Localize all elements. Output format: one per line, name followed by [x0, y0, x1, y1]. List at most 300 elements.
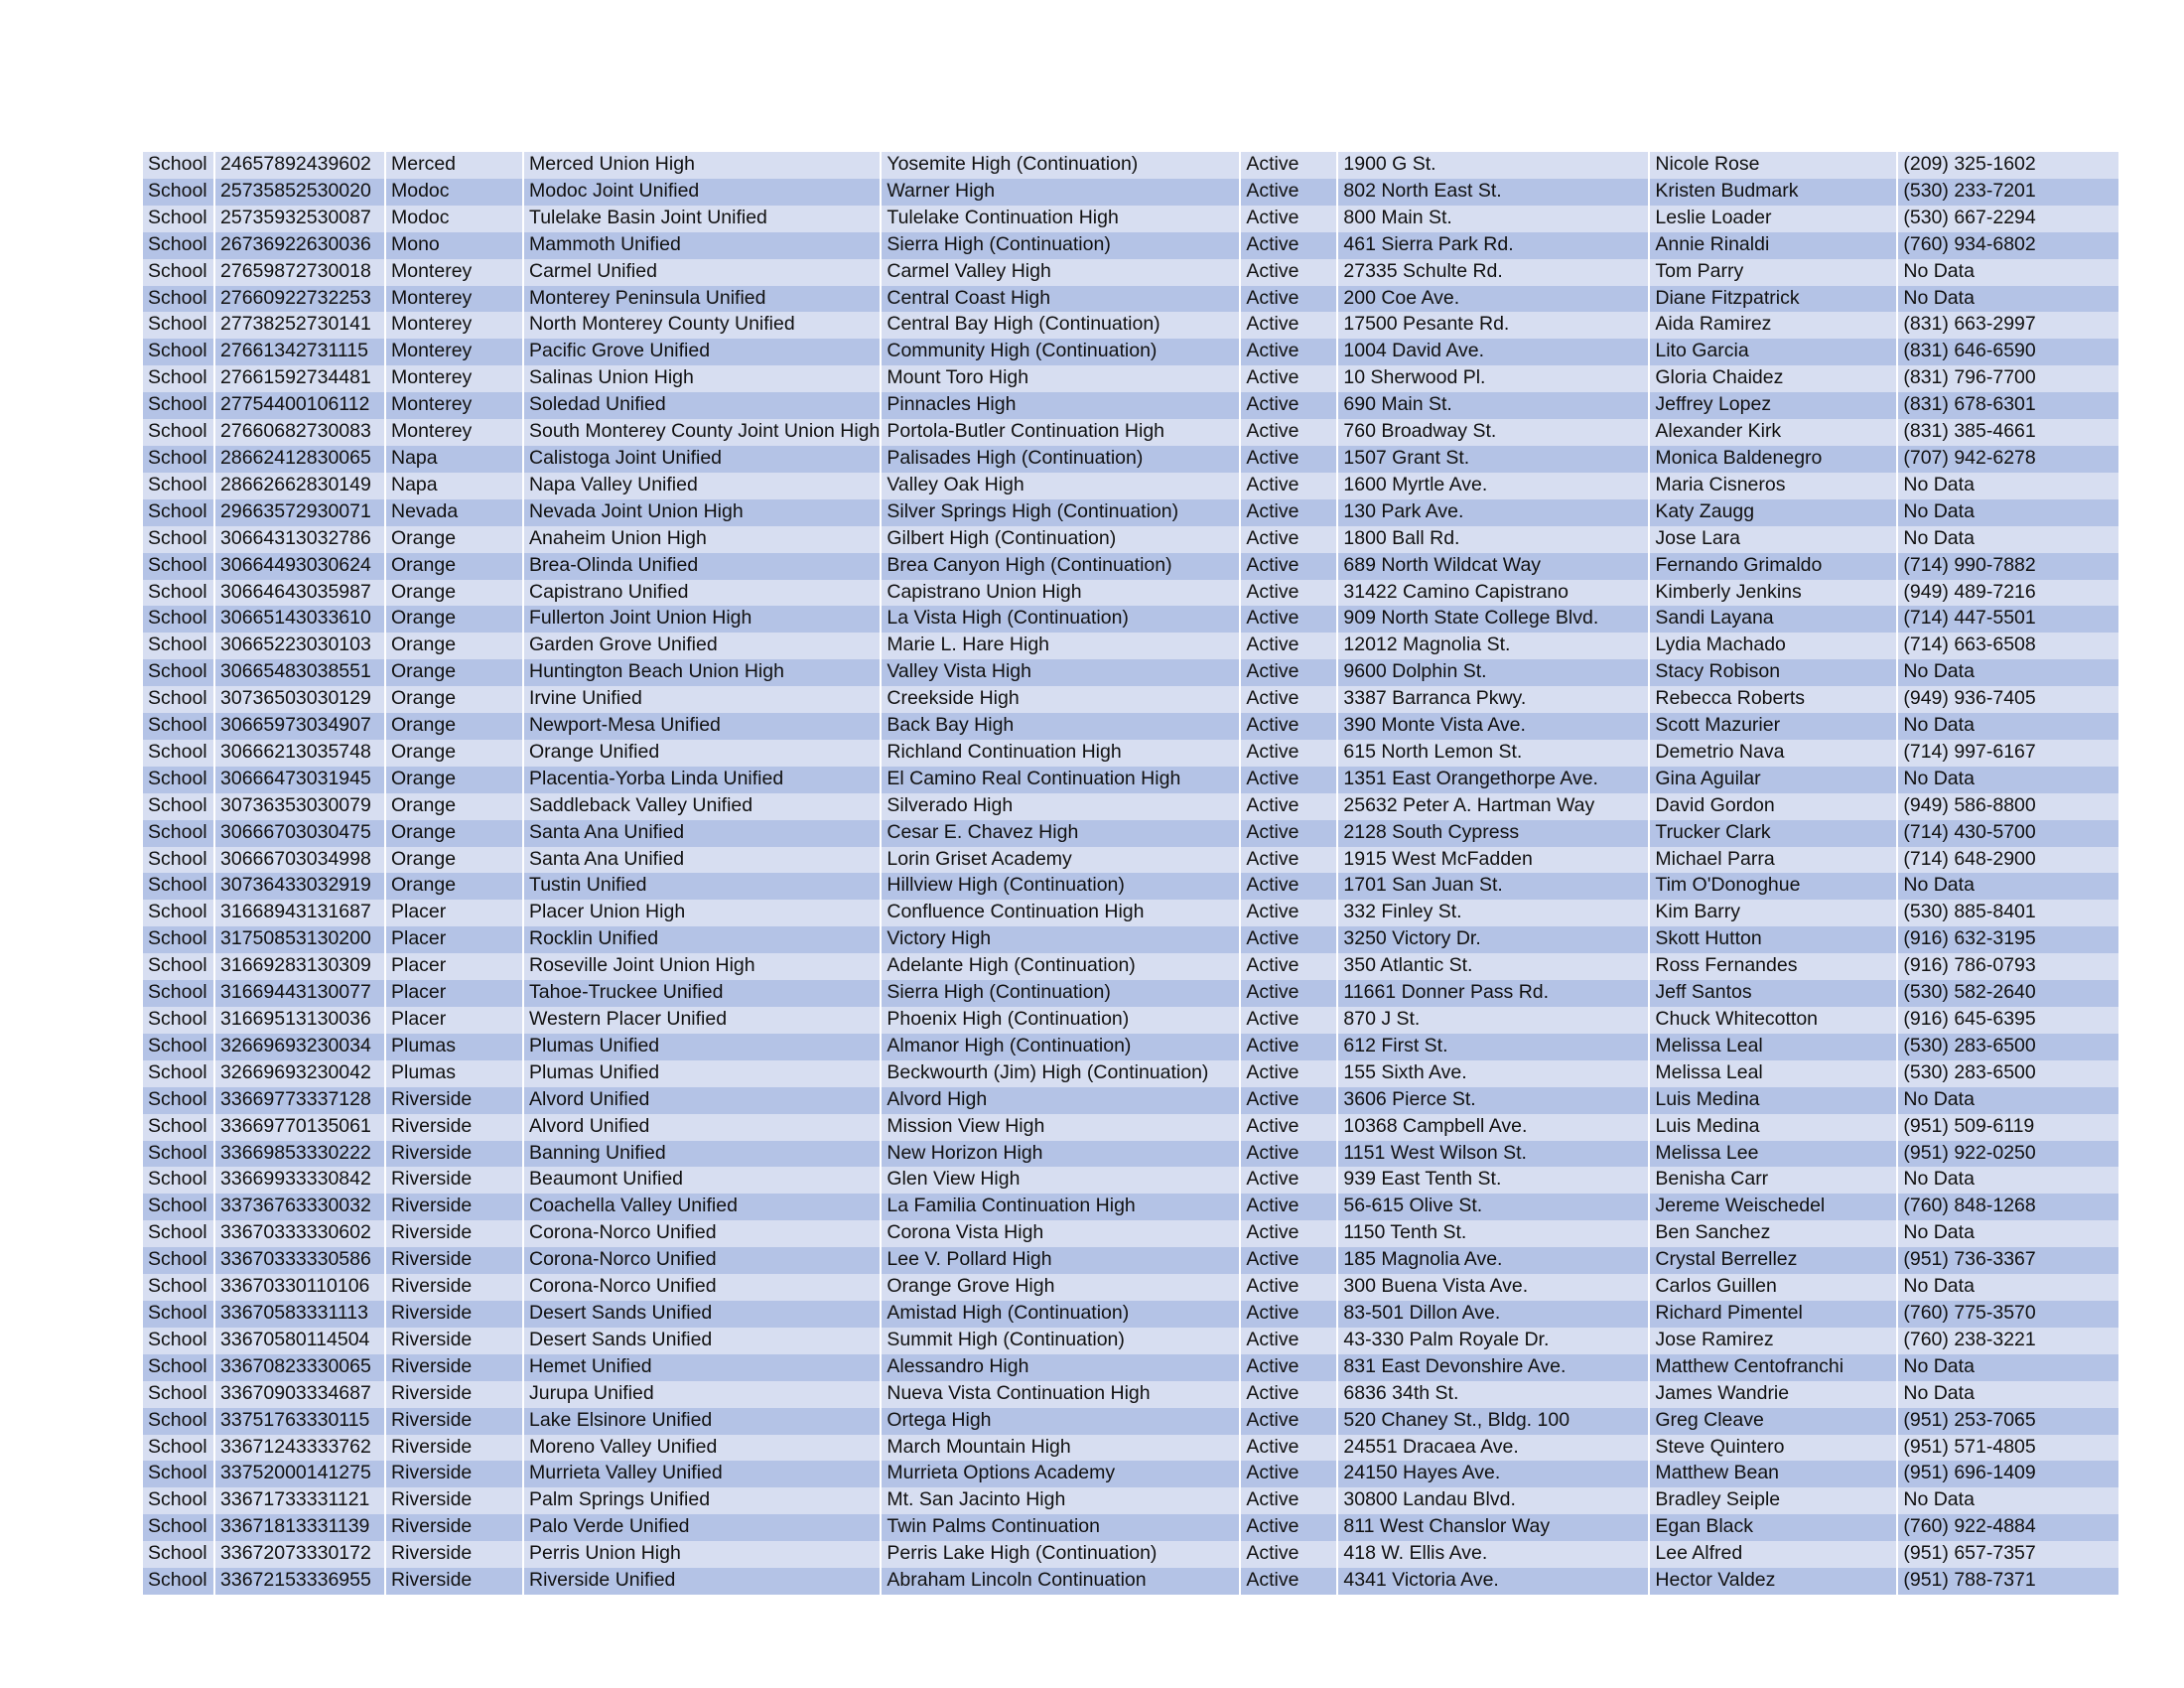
table-row	[143, 820, 2118, 847]
table-row	[143, 1381, 2118, 1408]
table-row	[143, 206, 2118, 232]
record-type-cell: School	[143, 873, 213, 900]
phone-cell: No Data	[1898, 713, 2118, 740]
district-cell: Lake Elsinore Unified	[524, 1408, 880, 1435]
table-row	[143, 980, 2118, 1007]
county-cell: Riverside	[386, 1114, 522, 1141]
table-row	[143, 1167, 2118, 1194]
street-address-cell: 811 West Chanslor Way	[1338, 1514, 1648, 1541]
status-cell: Active	[1241, 499, 1336, 526]
county-cell: Placer	[386, 953, 522, 980]
street-address-cell: 1915 West McFadden	[1338, 847, 1648, 874]
county-cell: Orange	[386, 633, 522, 659]
school-name-cell: Almanor High (Continuation)	[882, 1034, 1239, 1060]
table-row	[143, 526, 2118, 553]
county-cell: Riverside	[386, 1354, 522, 1381]
phone-cell: No Data	[1898, 1354, 2118, 1381]
table-row	[143, 633, 2118, 659]
table-row	[143, 446, 2118, 473]
phone-cell: (714) 663-6508	[1898, 633, 2118, 659]
county-cell: Monterey	[386, 419, 522, 446]
school-name-cell: Gilbert High (Continuation)	[882, 526, 1239, 553]
street-address-cell: 200 Coe Ave.	[1338, 286, 1648, 313]
phone-cell: (530) 667-2294	[1898, 206, 2118, 232]
street-address-cell: 185 Magnolia Ave.	[1338, 1247, 1648, 1274]
contact-name-cell: Chuck Whitecotton	[1650, 1007, 1896, 1034]
cds-code-cell: 33670330110106	[215, 1274, 384, 1301]
cds-code-cell: 30666703034998	[215, 847, 384, 874]
table-row	[143, 767, 2118, 793]
cds-code-cell: 30664493030624	[215, 553, 384, 580]
school-name-cell: Pinnacles High	[882, 392, 1239, 419]
contact-name-cell: Monica Baldenegro	[1650, 446, 1896, 473]
contact-name-cell: Jose Lara	[1650, 526, 1896, 553]
cds-code-cell: 30665973034907	[215, 713, 384, 740]
record-type-cell: School	[143, 553, 213, 580]
street-address-cell: 155 Sixth Ave.	[1338, 1060, 1648, 1087]
phone-cell: (951) 788-7371	[1898, 1568, 2118, 1595]
status-cell: Active	[1241, 179, 1336, 206]
contact-name-cell: Ben Sanchez	[1650, 1220, 1896, 1247]
county-cell: Orange	[386, 606, 522, 633]
street-address-cell: 939 East Tenth St.	[1338, 1167, 1648, 1194]
phone-cell: No Data	[1898, 767, 2118, 793]
record-type-cell: School	[143, 900, 213, 926]
status-cell: Active	[1241, 900, 1336, 926]
county-cell: Riverside	[386, 1301, 522, 1328]
cds-code-cell: 33669773337128	[215, 1087, 384, 1114]
district-cell: Moreno Valley Unified	[524, 1435, 880, 1462]
phone-cell: (530) 885-8401	[1898, 900, 2118, 926]
status-cell: Active	[1241, 980, 1336, 1007]
contact-name-cell: Kim Barry	[1650, 900, 1896, 926]
contact-name-cell: Matthew Bean	[1650, 1461, 1896, 1487]
district-cell: Nevada Joint Union High	[524, 499, 880, 526]
contact-name-cell: Aida Ramirez	[1650, 312, 1896, 339]
cds-code-cell: 33669853330222	[215, 1141, 384, 1168]
contact-name-cell: Lee Alfred	[1650, 1541, 1896, 1568]
district-cell: Alvord Unified	[524, 1087, 880, 1114]
cds-code-cell: 33672153336955	[215, 1568, 384, 1595]
table-row	[143, 1354, 2118, 1381]
district-cell: Western Placer Unified	[524, 1007, 880, 1034]
status-cell: Active	[1241, 953, 1336, 980]
school-name-cell: Ortega High	[882, 1408, 1239, 1435]
district-cell: Riverside Unified	[524, 1568, 880, 1595]
school-name-cell: Corona Vista High	[882, 1220, 1239, 1247]
contact-name-cell: Trucker Clark	[1650, 820, 1896, 847]
cds-code-cell: 33670903334687	[215, 1381, 384, 1408]
county-cell: Modoc	[386, 206, 522, 232]
county-cell: Riverside	[386, 1541, 522, 1568]
status-cell: Active	[1241, 686, 1336, 713]
county-cell: Orange	[386, 820, 522, 847]
school-name-cell: Perris Lake High (Continuation)	[882, 1541, 1239, 1568]
table-row	[143, 1141, 2118, 1168]
county-cell: Merced	[386, 152, 522, 179]
contact-name-cell: Demetrio Nava	[1650, 740, 1896, 767]
table-row	[143, 1301, 2118, 1328]
street-address-cell: 130 Park Ave.	[1338, 499, 1648, 526]
status-cell: Active	[1241, 659, 1336, 686]
street-address-cell: 800 Main St.	[1338, 206, 1648, 232]
record-type-cell: School	[143, 1487, 213, 1514]
school-name-cell: Amistad High (Continuation)	[882, 1301, 1239, 1328]
phone-cell: (209) 325-1602	[1898, 152, 2118, 179]
school-name-cell: Palisades High (Continuation)	[882, 446, 1239, 473]
contact-name-cell: Michael Parra	[1650, 847, 1896, 874]
phone-cell: (530) 283-6500	[1898, 1060, 2118, 1087]
street-address-cell: 10368 Campbell Ave.	[1338, 1114, 1648, 1141]
cds-code-cell: 27661342731115	[215, 339, 384, 365]
status-cell: Active	[1241, 1167, 1336, 1194]
contact-name-cell: Tim O'Donoghue	[1650, 873, 1896, 900]
school-name-cell: Mission View High	[882, 1114, 1239, 1141]
street-address-cell: 332 Finley St.	[1338, 900, 1648, 926]
district-cell: Roseville Joint Union High	[524, 953, 880, 980]
phone-cell: No Data	[1898, 1381, 2118, 1408]
district-cell: Rocklin Unified	[524, 926, 880, 953]
record-type-cell: School	[143, 392, 213, 419]
record-type-cell: School	[143, 1141, 213, 1168]
cds-code-cell: 27754400106112	[215, 392, 384, 419]
table-row	[143, 499, 2118, 526]
phone-cell: (760) 775-3570	[1898, 1301, 2118, 1328]
district-cell: Desert Sands Unified	[524, 1301, 880, 1328]
county-cell: Modoc	[386, 179, 522, 206]
table-row	[143, 232, 2118, 259]
status-cell: Active	[1241, 1514, 1336, 1541]
county-cell: Orange	[386, 686, 522, 713]
county-cell: Monterey	[386, 392, 522, 419]
status-cell: Active	[1241, 1541, 1336, 1568]
table-row	[143, 1514, 2118, 1541]
school-name-cell: Warner High	[882, 179, 1239, 206]
contact-name-cell: Jereme Weischedel	[1650, 1194, 1896, 1220]
status-cell: Active	[1241, 1034, 1336, 1060]
district-cell: North Monterey County Unified	[524, 312, 880, 339]
street-address-cell: 4341 Victoria Ave.	[1338, 1568, 1648, 1595]
school-name-cell: Back Bay High	[882, 713, 1239, 740]
district-cell: Saddleback Valley Unified	[524, 793, 880, 820]
county-cell: Riverside	[386, 1247, 522, 1274]
county-cell: Riverside	[386, 1141, 522, 1168]
street-address-cell: 83-501 Dillon Ave.	[1338, 1301, 1648, 1328]
street-address-cell: 10 Sherwood Pl.	[1338, 365, 1648, 392]
table-row	[143, 1408, 2118, 1435]
phone-cell: (530) 283-6500	[1898, 1034, 2118, 1060]
district-cell: Banning Unified	[524, 1141, 880, 1168]
school-name-cell: Capistrano Union High	[882, 580, 1239, 607]
school-name-cell: Alvord High	[882, 1087, 1239, 1114]
status-cell: Active	[1241, 1274, 1336, 1301]
district-cell: Plumas Unified	[524, 1060, 880, 1087]
contact-name-cell: Egan Black	[1650, 1514, 1896, 1541]
record-type-cell: School	[143, 312, 213, 339]
record-type-cell: School	[143, 1514, 213, 1541]
status-cell: Active	[1241, 580, 1336, 607]
district-cell: Newport-Mesa Unified	[524, 713, 880, 740]
district-cell: Placentia-Yorba Linda Unified	[524, 767, 880, 793]
contact-name-cell: Ross Fernandes	[1650, 953, 1896, 980]
table-row	[143, 1007, 2118, 1034]
district-cell: Desert Sands Unified	[524, 1328, 880, 1354]
table-row	[143, 686, 2118, 713]
district-cell: Tahoe-Truckee Unified	[524, 980, 880, 1007]
status-cell: Active	[1241, 526, 1336, 553]
contact-name-cell: Leslie Loader	[1650, 206, 1896, 232]
school-name-cell: Marie L. Hare High	[882, 633, 1239, 659]
school-name-cell: Alessandro High	[882, 1354, 1239, 1381]
status-cell: Active	[1241, 713, 1336, 740]
table-row	[143, 1247, 2118, 1274]
status-cell: Active	[1241, 793, 1336, 820]
cds-code-cell: 30736433032919	[215, 873, 384, 900]
street-address-cell: 43-330 Palm Royale Dr.	[1338, 1328, 1648, 1354]
record-type-cell: School	[143, 1220, 213, 1247]
record-type-cell: School	[143, 606, 213, 633]
status-cell: Active	[1241, 286, 1336, 313]
table-row	[143, 473, 2118, 499]
table-row	[143, 606, 2118, 633]
status-cell: Active	[1241, 1328, 1336, 1354]
cds-code-cell: 30736353030079	[215, 793, 384, 820]
status-cell: Active	[1241, 606, 1336, 633]
status-cell: Active	[1241, 1141, 1336, 1168]
status-cell: Active	[1241, 1007, 1336, 1034]
table-row	[143, 1435, 2118, 1462]
county-cell: Placer	[386, 980, 522, 1007]
school-name-cell: Cesar E. Chavez High	[882, 820, 1239, 847]
phone-cell: (951) 657-7357	[1898, 1541, 2118, 1568]
table-row	[143, 1487, 2118, 1514]
county-cell: Riverside	[386, 1087, 522, 1114]
district-cell: Beaumont Unified	[524, 1167, 880, 1194]
street-address-cell: 350 Atlantic St.	[1338, 953, 1648, 980]
county-cell: Orange	[386, 793, 522, 820]
status-cell: Active	[1241, 1194, 1336, 1220]
record-type-cell: School	[143, 1274, 213, 1301]
school-name-cell: Twin Palms Continuation	[882, 1514, 1239, 1541]
street-address-cell: 300 Buena Vista Ave.	[1338, 1274, 1648, 1301]
cds-code-cell: 32669693230042	[215, 1060, 384, 1087]
district-cell: Palo Verde Unified	[524, 1514, 880, 1541]
table-row	[143, 953, 2118, 980]
contact-name-cell: Sandi Layana	[1650, 606, 1896, 633]
street-address-cell: 1150 Tenth St.	[1338, 1220, 1648, 1247]
street-address-cell: 1701 San Juan St.	[1338, 873, 1648, 900]
school-name-cell: Community High (Continuation)	[882, 339, 1239, 365]
district-cell: Corona-Norco Unified	[524, 1274, 880, 1301]
phone-cell: (951) 571-4805	[1898, 1435, 2118, 1462]
street-address-cell: 520 Chaney St., Bldg. 100	[1338, 1408, 1648, 1435]
cds-code-cell: 30736503030129	[215, 686, 384, 713]
county-cell: Orange	[386, 740, 522, 767]
cds-code-cell: 30664643035987	[215, 580, 384, 607]
school-name-cell: March Mountain High	[882, 1435, 1239, 1462]
street-address-cell: 31422 Camino Capistrano	[1338, 580, 1648, 607]
school-name-cell: Carmel Valley High	[882, 259, 1239, 286]
status-cell: Active	[1241, 820, 1336, 847]
county-cell: Placer	[386, 926, 522, 953]
cds-code-cell: 33672073330172	[215, 1541, 384, 1568]
district-cell: Carmel Unified	[524, 259, 880, 286]
cds-code-cell: 33670583331113	[215, 1301, 384, 1328]
record-type-cell: School	[143, 793, 213, 820]
contact-name-cell: Gina Aguilar	[1650, 767, 1896, 793]
street-address-cell: 690 Main St.	[1338, 392, 1648, 419]
phone-cell: (714) 430-5700	[1898, 820, 2118, 847]
county-cell: Mono	[386, 232, 522, 259]
district-cell: Anaheim Union High	[524, 526, 880, 553]
district-cell: Irvine Unified	[524, 686, 880, 713]
school-name-cell: Nueva Vista Continuation High	[882, 1381, 1239, 1408]
county-cell: Monterey	[386, 259, 522, 286]
contact-name-cell: David Gordon	[1650, 793, 1896, 820]
status-cell: Active	[1241, 553, 1336, 580]
street-address-cell: 1351 East Orangethorpe Ave.	[1338, 767, 1648, 793]
contact-name-cell: Gloria Chaidez	[1650, 365, 1896, 392]
record-type-cell: School	[143, 179, 213, 206]
record-type-cell: School	[143, 1060, 213, 1087]
school-name-cell: Mt. San Jacinto High	[882, 1487, 1239, 1514]
district-cell: South Monterey County Joint Union High	[524, 419, 880, 446]
record-type-cell: School	[143, 1541, 213, 1568]
phone-cell: No Data	[1898, 1087, 2118, 1114]
street-address-cell: 24150 Hayes Ave.	[1338, 1461, 1648, 1487]
county-cell: Napa	[386, 473, 522, 499]
district-cell: Brea-Olinda Unified	[524, 553, 880, 580]
table-row	[143, 392, 2118, 419]
phone-cell: (916) 632-3195	[1898, 926, 2118, 953]
street-address-cell: 3387 Barranca Pkwy.	[1338, 686, 1648, 713]
street-address-cell: 1800 Ball Rd.	[1338, 526, 1648, 553]
district-cell: Placer Union High	[524, 900, 880, 926]
status-cell: Active	[1241, 152, 1336, 179]
school-name-cell: Confluence Continuation High	[882, 900, 1239, 926]
district-cell: Salinas Union High	[524, 365, 880, 392]
county-cell: Orange	[386, 713, 522, 740]
record-type-cell: School	[143, 1328, 213, 1354]
cds-code-cell: 31669513130036	[215, 1007, 384, 1034]
county-cell: Monterey	[386, 312, 522, 339]
school-name-cell: Orange Grove High	[882, 1274, 1239, 1301]
status-cell: Active	[1241, 1060, 1336, 1087]
phone-cell: (916) 786-0793	[1898, 953, 2118, 980]
record-type-cell: School	[143, 820, 213, 847]
school-name-cell: Creekside High	[882, 686, 1239, 713]
district-cell: Soledad Unified	[524, 392, 880, 419]
status-cell: Active	[1241, 312, 1336, 339]
phone-cell: (831) 646-6590	[1898, 339, 2118, 365]
table-row	[143, 1568, 2118, 1595]
county-cell: Monterey	[386, 286, 522, 313]
street-address-cell: 1600 Myrtle Ave.	[1338, 473, 1648, 499]
school-name-cell: Central Coast High	[882, 286, 1239, 313]
school-name-cell: Adelante High (Continuation)	[882, 953, 1239, 980]
phone-cell: No Data	[1898, 1487, 2118, 1514]
record-type-cell: School	[143, 926, 213, 953]
county-cell: Riverside	[386, 1220, 522, 1247]
contact-name-cell: Matthew Centofranchi	[1650, 1354, 1896, 1381]
record-type-cell: School	[143, 686, 213, 713]
record-type-cell: School	[143, 633, 213, 659]
district-cell: Murrieta Valley Unified	[524, 1461, 880, 1487]
county-cell: Plumas	[386, 1060, 522, 1087]
table-row	[143, 580, 2118, 607]
county-cell: Riverside	[386, 1514, 522, 1541]
status-cell: Active	[1241, 392, 1336, 419]
record-type-cell: School	[143, 1301, 213, 1328]
record-type-cell: School	[143, 259, 213, 286]
record-type-cell: School	[143, 1461, 213, 1487]
phone-cell: (714) 648-2900	[1898, 847, 2118, 874]
cds-code-cell: 33736763330032	[215, 1194, 384, 1220]
table-row	[143, 286, 2118, 313]
district-cell: Pacific Grove Unified	[524, 339, 880, 365]
county-cell: Orange	[386, 767, 522, 793]
status-cell: Active	[1241, 1487, 1336, 1514]
table-row	[143, 179, 2118, 206]
school-name-cell: El Camino Real Continuation High	[882, 767, 1239, 793]
phone-cell: (760) 922-4884	[1898, 1514, 2118, 1541]
record-type-cell: School	[143, 286, 213, 313]
phone-cell: No Data	[1898, 659, 2118, 686]
school-data-table	[141, 152, 2120, 1595]
table-row	[143, 1274, 2118, 1301]
phone-cell: (714) 990-7882	[1898, 553, 2118, 580]
table-row	[143, 659, 2118, 686]
phone-cell: (760) 934-6802	[1898, 232, 2118, 259]
status-cell: Active	[1241, 206, 1336, 232]
table-row	[143, 1220, 2118, 1247]
phone-cell: (951) 736-3367	[1898, 1247, 2118, 1274]
street-address-cell: 612 First St.	[1338, 1034, 1648, 1060]
status-cell: Active	[1241, 365, 1336, 392]
county-cell: Placer	[386, 1007, 522, 1034]
district-cell: Jurupa Unified	[524, 1381, 880, 1408]
table-row	[143, 1194, 2118, 1220]
cds-code-cell: 30665223030103	[215, 633, 384, 659]
cds-code-cell: 33671243333762	[215, 1435, 384, 1462]
phone-cell: No Data	[1898, 1274, 2118, 1301]
record-type-cell: School	[143, 980, 213, 1007]
record-type-cell: School	[143, 526, 213, 553]
record-type-cell: School	[143, 1435, 213, 1462]
table-row	[143, 419, 2118, 446]
table-row	[143, 713, 2118, 740]
street-address-cell: 56-615 Olive St.	[1338, 1194, 1648, 1220]
district-cell: Orange Unified	[524, 740, 880, 767]
record-type-cell: School	[143, 847, 213, 874]
status-cell: Active	[1241, 1381, 1336, 1408]
record-type-cell: School	[143, 953, 213, 980]
cds-code-cell: 25735852530020	[215, 179, 384, 206]
cds-code-cell: 31668943131687	[215, 900, 384, 926]
contact-name-cell: Rebecca Roberts	[1650, 686, 1896, 713]
table-row	[143, 1060, 2118, 1087]
record-type-cell: School	[143, 1381, 213, 1408]
phone-cell: (530) 233-7201	[1898, 179, 2118, 206]
district-cell: Palm Springs Unified	[524, 1487, 880, 1514]
table-row	[143, 1328, 2118, 1354]
phone-cell: (949) 936-7405	[1898, 686, 2118, 713]
phone-cell: (949) 489-7216	[1898, 580, 2118, 607]
school-name-cell: Glen View High	[882, 1167, 1239, 1194]
record-type-cell: School	[143, 1167, 213, 1194]
contact-name-cell: Melissa Leal	[1650, 1060, 1896, 1087]
status-cell: Active	[1241, 232, 1336, 259]
